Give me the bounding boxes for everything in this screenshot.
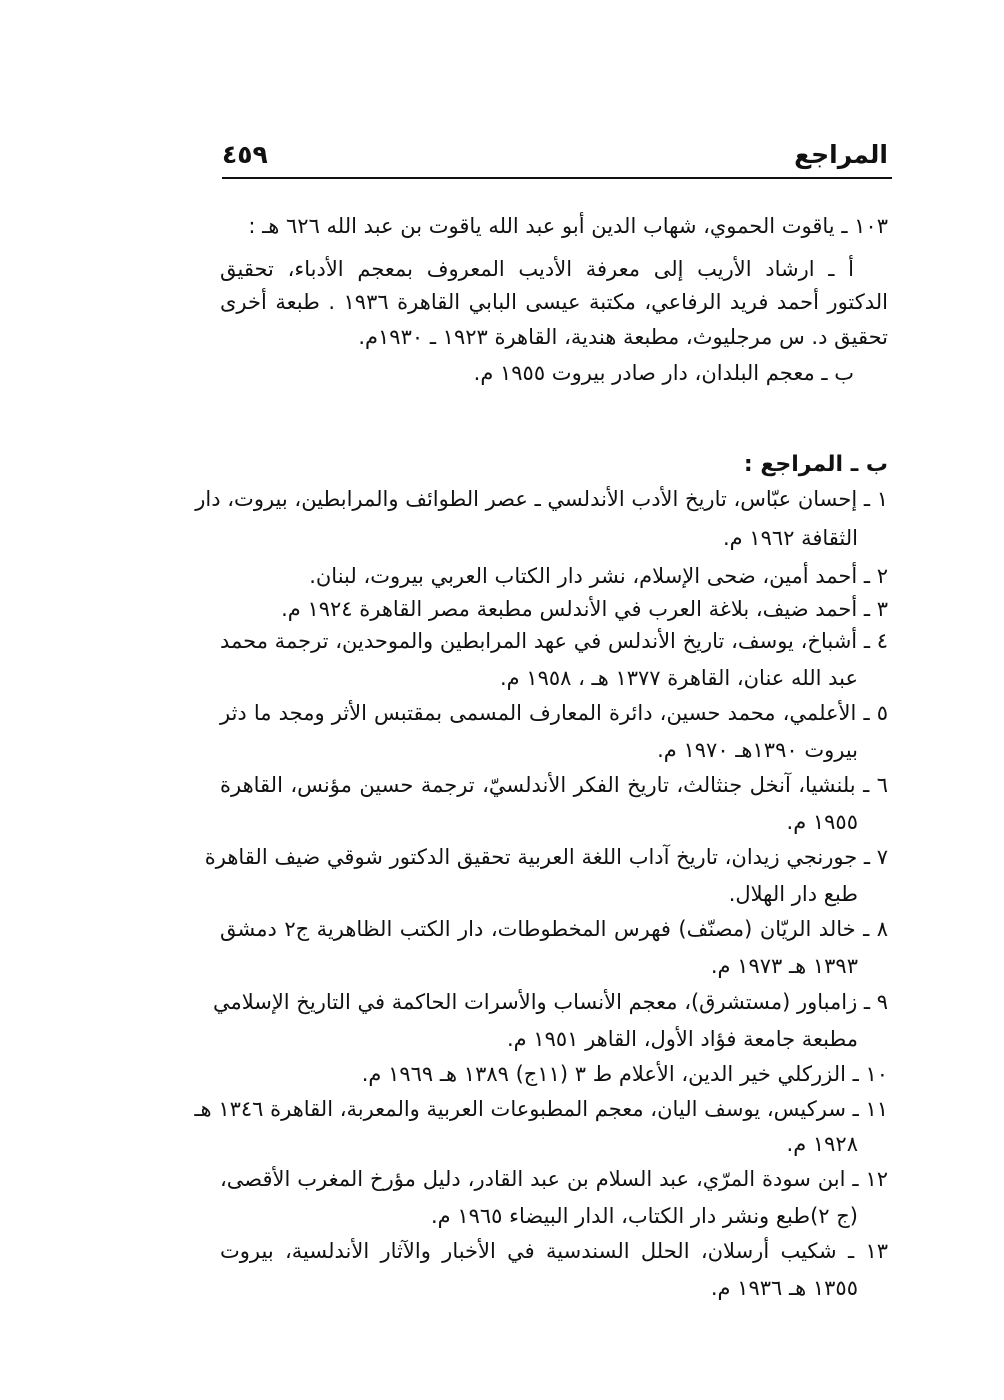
reference-2-line-1: ٢ ـ أحمد أمين، ضحى الإسلام، نشر دار الكتاب العربي بيروت، لبنان.: [309, 564, 888, 588]
entry-103-a-line-3: تحقيق د. س مرجليوث، مطبعة هندية، القاهرة ١٩٢٣ ـ ١٩٣٠م.: [358, 325, 888, 349]
reference-6-line-1: ٦ ـ بلنشيا، آنخل جنثالث، تاريخ الفكر الأندلسيّ، ترجمة حسين مؤنس، القاهرة: [220, 773, 888, 797]
running-title: المراجع: [794, 140, 888, 169]
entry-103-a-line-2: الدكتور أحمد فريد الرفاعي، مكتبة عيسى البابي القاهرة ١٩٣٦ . طبعة أخرى: [220, 290, 889, 314]
reference-11-line-1: ١١ ـ سركيس، يوسف اليان، معجم المطبوعات العربية والمعربة، القاهرة ١٣٤٦ هـ: [194, 1097, 888, 1121]
reference-11-line-2: ١٩٢٨ م.: [786, 1132, 858, 1156]
reference-4-line-2: عبد الله عنان، القاهرة ١٣٧٧ هـ ، ١٩٥٨ م.: [499, 666, 858, 690]
entry-103-a-line-1: أ ـ ارشاد الأريب إلى معرفة الأديب المعروف بمعجم الأدباء، تحقيق: [220, 257, 854, 281]
reference-13-line-2: ١٣٥٥ هـ ١٩٣٦ م.: [710, 1276, 858, 1300]
reference-7-line-2: طبع دار الهلال.: [728, 882, 858, 906]
reference-9-line-1: ٩ ـ زامباور (مستشرق)، معجم الأنساب والأسرات الحاكمة في التاريخ الإسلامي: [212, 990, 888, 1014]
reference-4-line-1: ٤ ـ أشباخ، يوسف، تاريخ الأندلس في عهد المرابطين والموحدين، ترجمة محمد: [220, 629, 888, 653]
reference-12-line-1: ١٢ ـ ابن سودة المرّي، عبد السلام بن عبد القادر، دليل مؤرخ المغرب الأقصى،: [220, 1167, 888, 1191]
reference-5-line-2: بيروت ١٣٩٠هـ ١٩٧٠ م.: [657, 738, 858, 762]
entry-103-b-line-1: ب ـ معجم البلدان، دار صادر بيروت ١٩٥٥ م.: [473, 361, 854, 385]
reference-1-line-2: الثقافة ١٩٦٢ م.: [722, 526, 858, 550]
entry-103-heading: ١٠٣ ـ ياقوت الحموي، شهاب الدين أبو عبد الله ياقوت بن عبد الله ٦٢٦ هـ :: [248, 214, 888, 238]
page-number: ٤٥٩: [222, 140, 268, 169]
reference-13-line-1: ١٣ ـ شكيب أرسلان، الحلل السندسية في الأخبار والآثار الأندلسية، بيروت: [220, 1239, 888, 1263]
header-divider: [222, 177, 892, 179]
reference-12-line-2: (ج ٢)طبع ونشر دار الكتاب، الدار البيضاء ١٩٦٥ م.: [430, 1204, 858, 1228]
reference-10-line-1: ١٠ ـ الزركلي خير الدين، الأعلام ط ٣ (١١ج) ١٣٨٩ هـ ١٩٦٩ م.: [361, 1062, 888, 1086]
reference-5-line-1: ٥ ـ الأعلمي، محمد حسين، دائرة المعارف المسمى بمقتبس الأثر ومجد ما دثر: [220, 701, 888, 725]
section-heading: ب ـ المراجع :: [743, 452, 888, 477]
reference-9-line-2: مطبعة جامعة فؤاد الأول، القاهر ١٩٥١ م.: [506, 1027, 858, 1051]
reference-6-line-2: ١٩٥٥ م.: [786, 810, 858, 834]
reference-8-line-1: ٨ ـ خالد الريّان (مصنّف) فهرس المخطوطات، دار الكتب الظاهرية ج٢ دمشق: [220, 917, 888, 941]
reference-1-line-1: ١ ـ إحسان عبّاس، تاريخ الأدب الأندلسي ـ عصر الطوائف والمرابطين، بيروت، دار: [195, 487, 888, 511]
reference-3-line-1: ٣ ـ أحمد ضيف، بلاغة العرب في الأندلس مطبعة مصر القاهرة ١٩٢٤ م.: [281, 597, 888, 621]
reference-8-line-2: ١٣٩٣ هـ ١٩٧٣ م.: [710, 954, 858, 978]
reference-7-line-1: ٧ ـ جورنجي زيدان، تاريخ آداب اللغة العربية تحقيق الدكتور شوقي ضيف القاهرة: [204, 845, 888, 869]
